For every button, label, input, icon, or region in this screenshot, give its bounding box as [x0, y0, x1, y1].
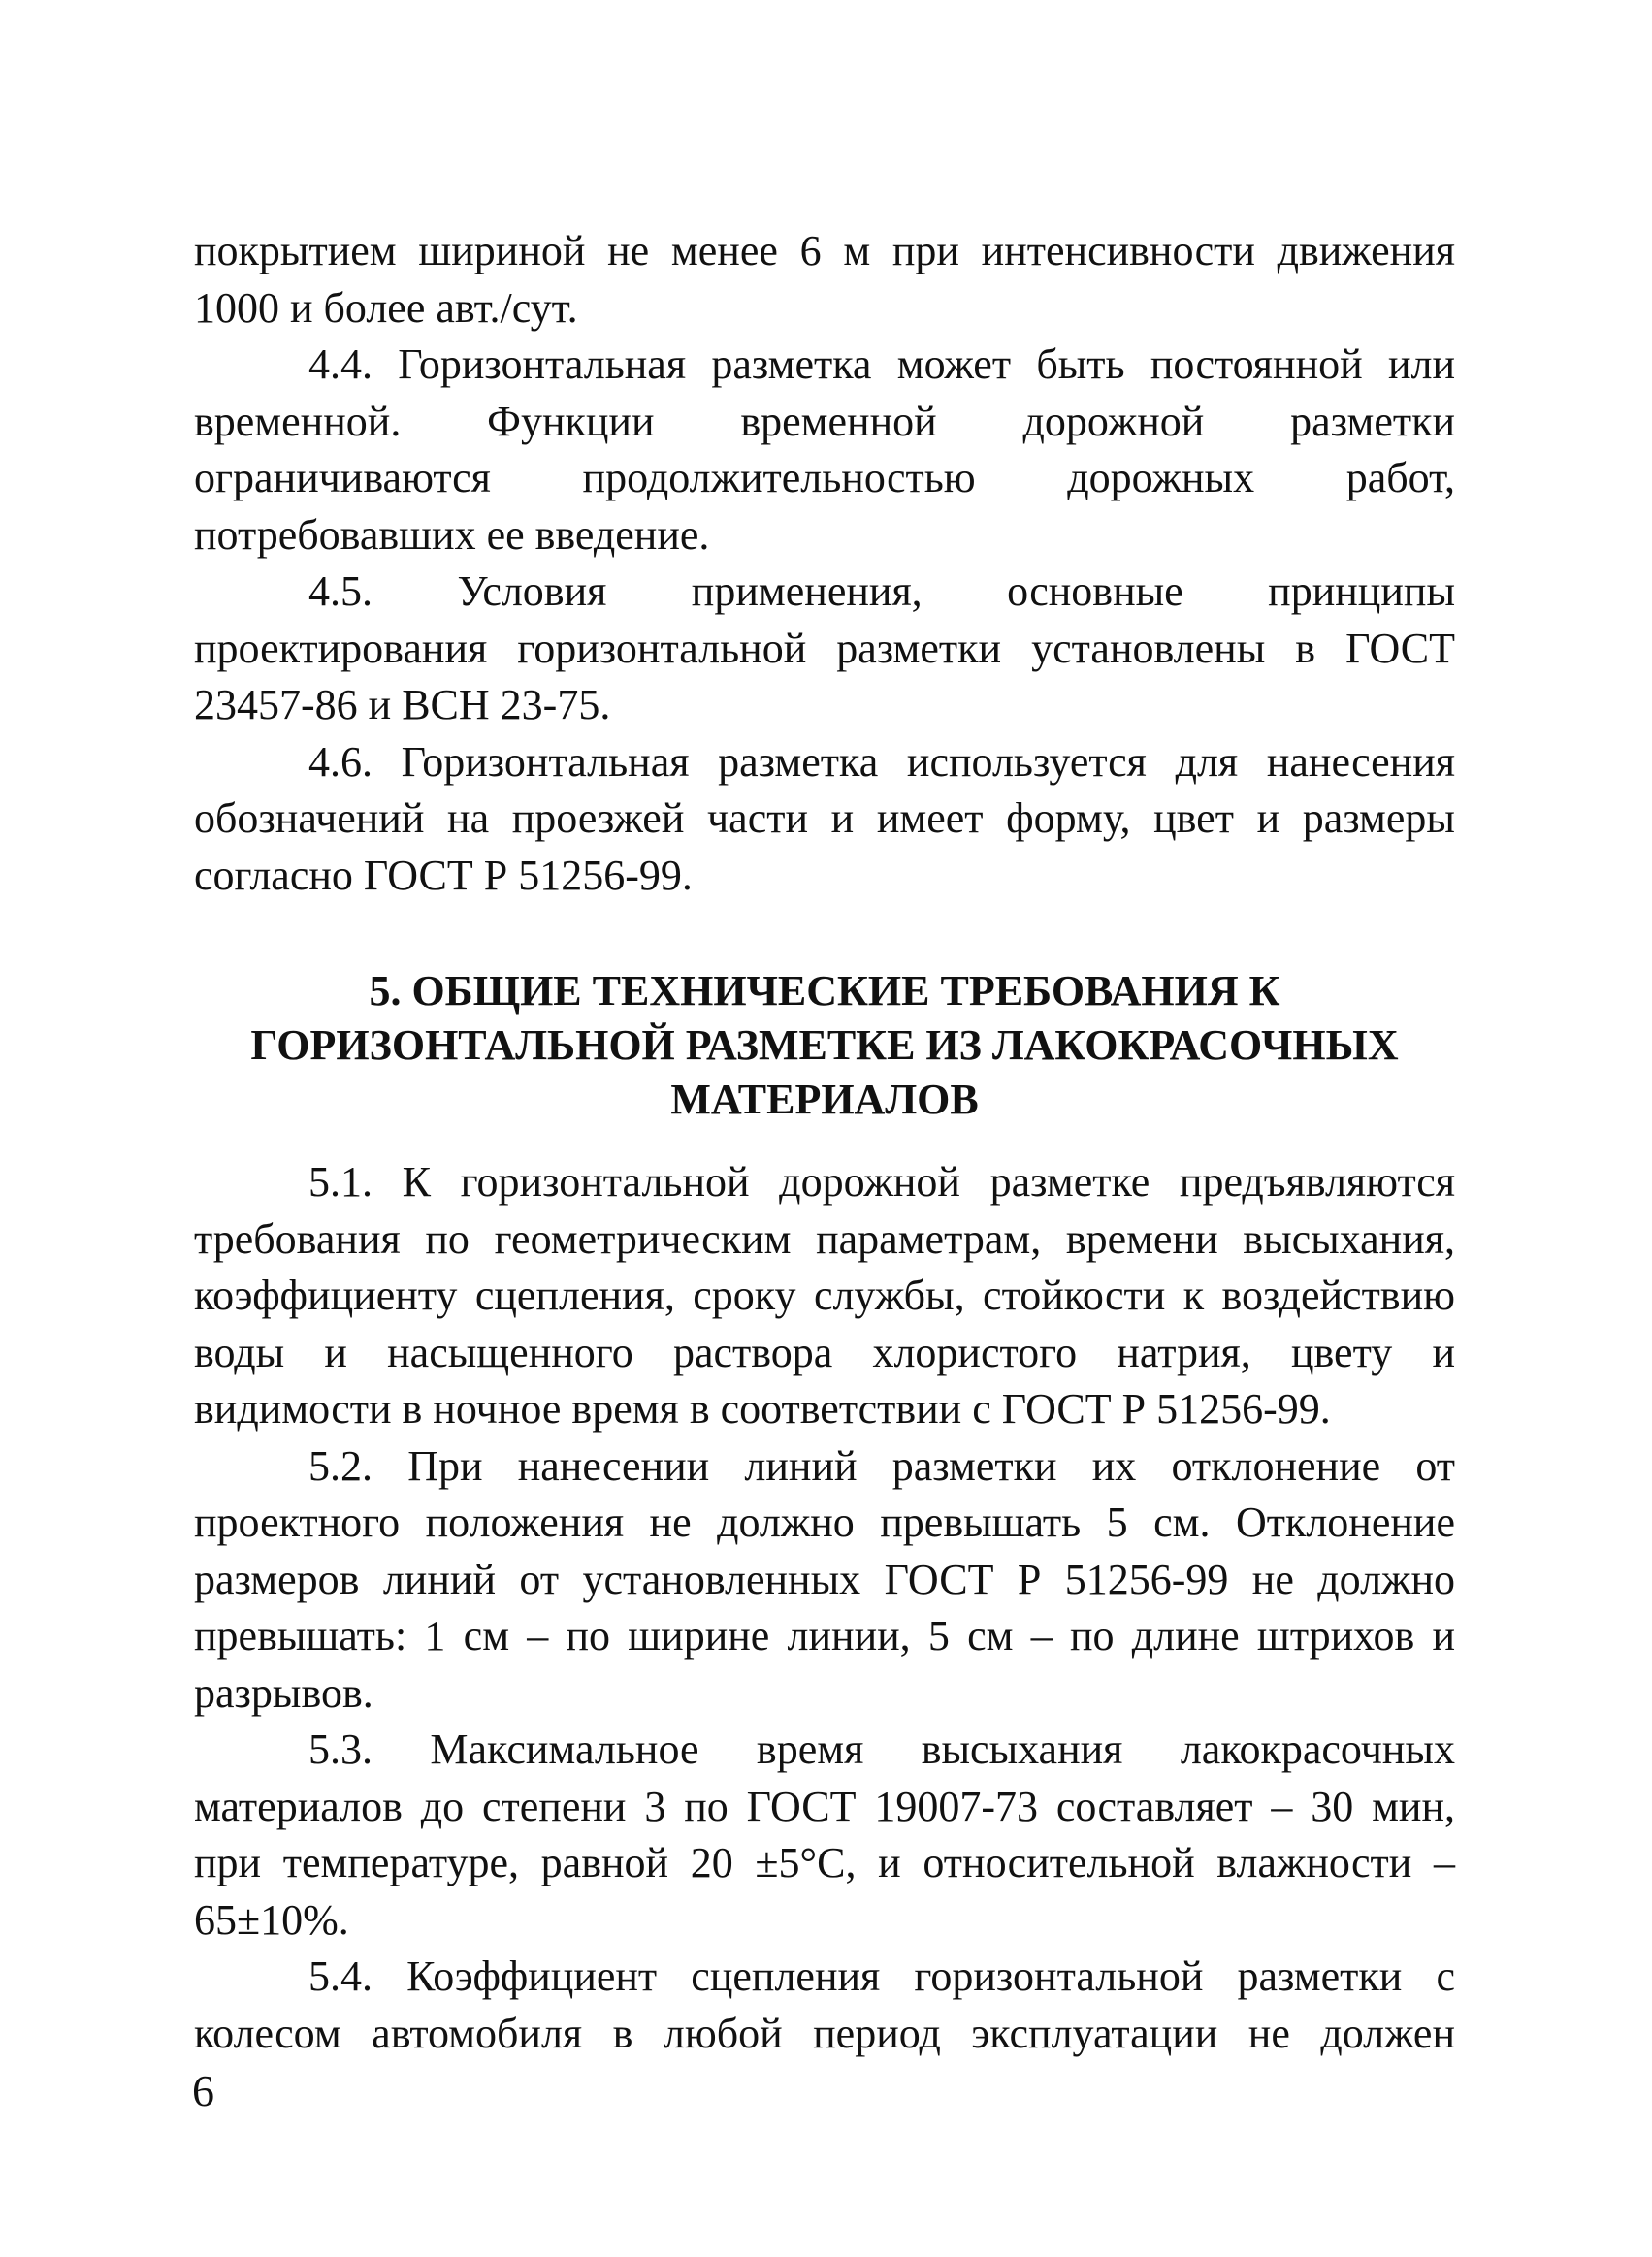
- document-page: [194, 223, 1455, 2062]
- paragraph-5-3: 5.3. Максимальное время высыхания лакокрасочных материалов до степени 3 по ГОСТ 19007-73 составляет – 30 мин, при температуре, равной 20 ±5°С, и относительной влажности – 65±10%.: [194, 1725, 1455, 1944]
- paragraph-5-4: 5.4. Коэффициент сцепления горизонтальной разметки с колесом автомобиля в любой период эксплуатации не должен: [194, 1952, 1455, 2057]
- section-5-heading: [194, 964, 1455, 1127]
- paragraph-5-1: 5.1. К горизонтальной дорожной разметке предъявляются требования по геометрическим параметрам, времени высыхания, коэффициенту сцепления, сроку службы, стойкости к воздействию воды и насыщенного раствора хлористого натрия, цвету и видимости в ночное время в соответствии с ГОСТ Р 51256-99.: [194, 1158, 1455, 1433]
- paragraph-continuation: покрытием шириной не менее 6 м при интенсивности движения 1000 и более авт./сут.: [194, 227, 1455, 332]
- paragraph-5-2: 5.2. При нанесении линий разметки их отклонение от проектного положения не должно превышать 5 см. Отклонение размеров линий от установленных ГОСТ Р 51256-99 не должно превышать: 1 см – по ширине линии, 5 см – по длине штрихов и разрывов.: [194, 1441, 1455, 1717]
- paragraph-4-5: 4.5. Условия применения, основные принципы проектирования горизонтальной разметки установлены в ГОСТ 23457-86 и ВСН 23-75.: [194, 567, 1455, 728]
- heading-line: МАТЕРИАЛОВ: [670, 1076, 979, 1123]
- page-number: 6: [192, 2066, 214, 2115]
- paragraph-4-4: 4.4. Горизонтальная разметка может быть постоянной или временной. Функции временной дорожной разметки ограничиваются продолжительностью дорожных работ, потребовавших ее введение.: [194, 340, 1455, 559]
- heading-line: ГОРИЗОНТАЛЬНОЙ РАЗМЕТКЕ ИЗ ЛАКОКРАСОЧНЫХ: [250, 1021, 1399, 1069]
- heading-line: 5. ОБЩИЕ ТЕХНИЧЕСКИЕ ТРЕБОВАНИЯ К: [369, 967, 1280, 1015]
- paragraph-4-6: 4.6. Горизонтальная разметка используется для нанесения обозначений на проезжей части и имеет форму, цвет и размеры согласно ГОСТ Р 51256-99.: [194, 737, 1455, 899]
